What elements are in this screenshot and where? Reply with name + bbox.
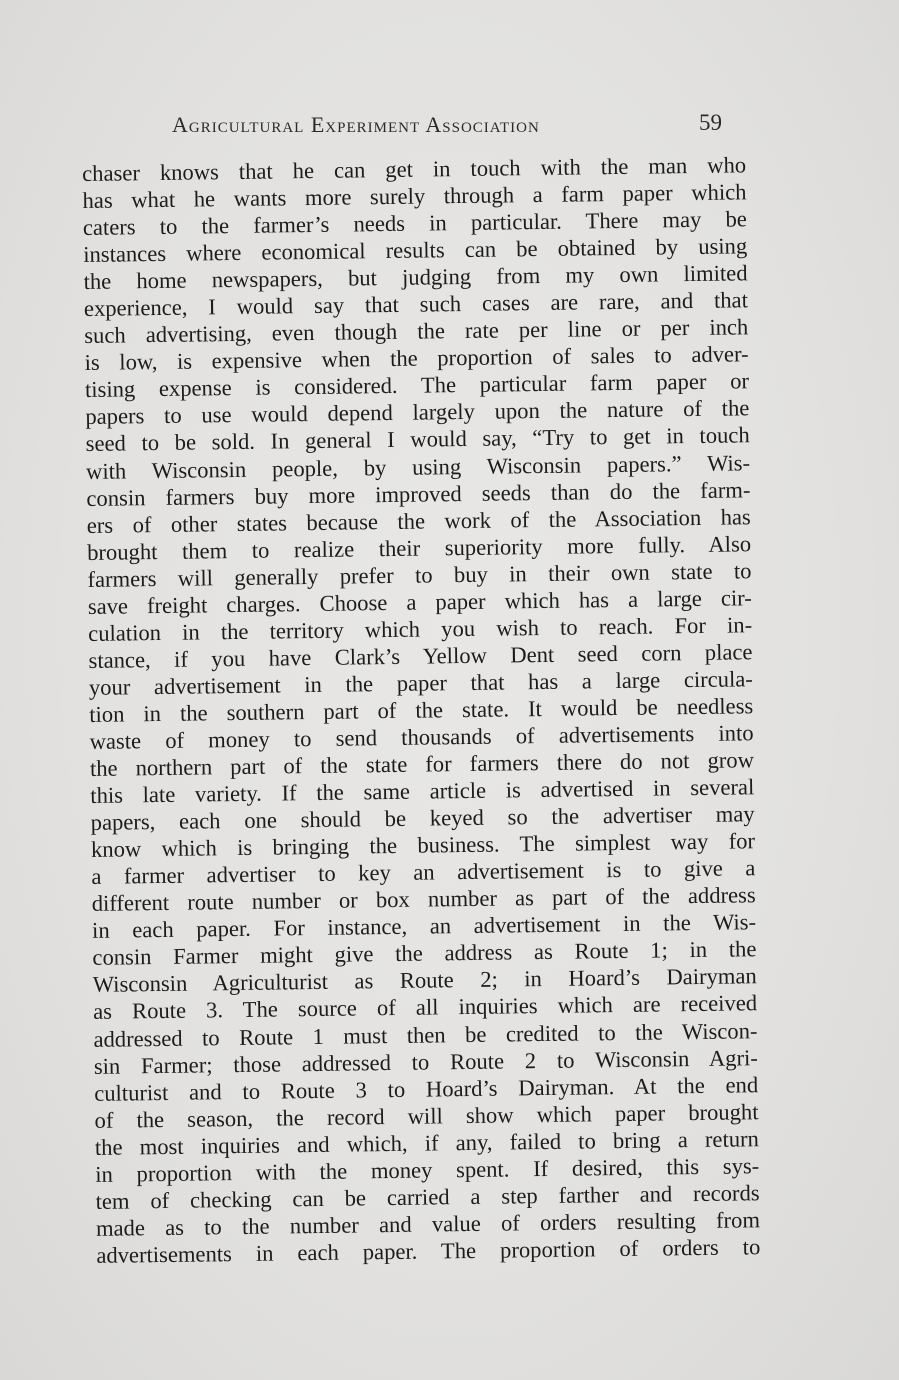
body-text [82,151,760,1269]
text-line: culturist and to Route 3 to Hoard’s Dairyman. At the end [94,1071,759,1106]
text-line: advertisements in each paper. The proportion of orders to [96,1234,761,1268]
text-line: culation in the territory which you wish to reach. For in- [88,612,753,646]
text-line: tion in the southern part of the state. It would be needless [89,693,754,727]
text-line: Wisconsin Agriculturist as Route 2; in Hoard’s Dairyman [92,963,757,998]
text-line: as Route 3. The source of all inquiries which are received [92,990,758,1025]
text-line: waste of money to send thousands of advertisements into [89,720,754,754]
text-line: seed to be sold. In general I would say, “Try to get in touch [85,422,750,457]
page-number: 59 [699,110,722,135]
text-line: papers to use would depend largely upon the nature of the [85,395,750,430]
text-line: experience, I would say that such cases are rare, and that [83,287,749,322]
text-line: the most inquiries and which, if any, failed to bring a return [94,1125,760,1160]
text-line: save freight charges. Choose a paper which has a large cir- [87,585,752,619]
text-line: papers, each one should be keyed so the advertiser may [90,801,755,836]
text-line: different route number or box number as part of the address [91,882,756,917]
text-line: is low, is expensive when the proportion of sales to adver- [84,341,749,376]
text-line: tising expense is considered. The particular farm paper or [84,368,750,403]
text-line: chaser knows that he can get in touch with the man who [82,152,747,186]
text-line: ers of other states because the work of the Association has [86,503,751,538]
text-line: know which is bringing the business. The simplest way for [90,828,756,863]
text-line: your advertisement in the paper that has a large circula- [88,666,754,700]
running-title: Agricultural Experiment Association [172,112,540,137]
text-line: addressed to Route 1 must then be credited to the Wiscon- [93,1017,758,1052]
text-line: instances where economical results can be obtained by using [83,233,748,268]
text-line: brought them to realize their superiority more fully. Also [86,530,752,565]
text-line: consin farmers buy more improved seeds than do the farm- [86,476,751,511]
text-line: with Wisconsin people, by using Wisconsin papers.” Wis- [85,449,751,484]
text-line: caters to the farmer’s needs in particular. There may be [82,206,747,241]
text-line: sin Farmer; those addressed to Route 2 to Wisconsin Agri- [93,1044,758,1079]
text-line: of the season, the record will show which paper brought [94,1098,759,1133]
text-line: stance, if you have Clark’s Yellow Dent seed corn place [88,639,753,673]
text-line: in proportion with the money spent. If desired, this sys- [95,1152,760,1187]
text-line: the northern part of the state for farmers there do not grow [89,747,755,781]
text-line: farmers will generally prefer to buy in their own state to [87,557,752,592]
text-line: in each paper. For instance, an advertisement in the Wis- [91,909,757,944]
text-line: a farmer advertiser to key an advertisement is to give a [91,855,756,890]
running-head [172,112,722,142]
text-line: consin Farmer might give the address as Route 1; in the [92,936,757,971]
text-line: this late variety. If the same article is advertised in several [90,774,755,809]
text-line: has what he wants more surely through a farm paper which [82,179,747,214]
text-line: tem of checking can be carried a step farther and records [95,1180,760,1214]
text-line: the home newspapers, but judging from my own limited [83,260,748,295]
text-line: made as to the number and value of orders resulting from [95,1207,761,1241]
text-line: such advertising, even though the rate per line or per inch [84,314,749,349]
